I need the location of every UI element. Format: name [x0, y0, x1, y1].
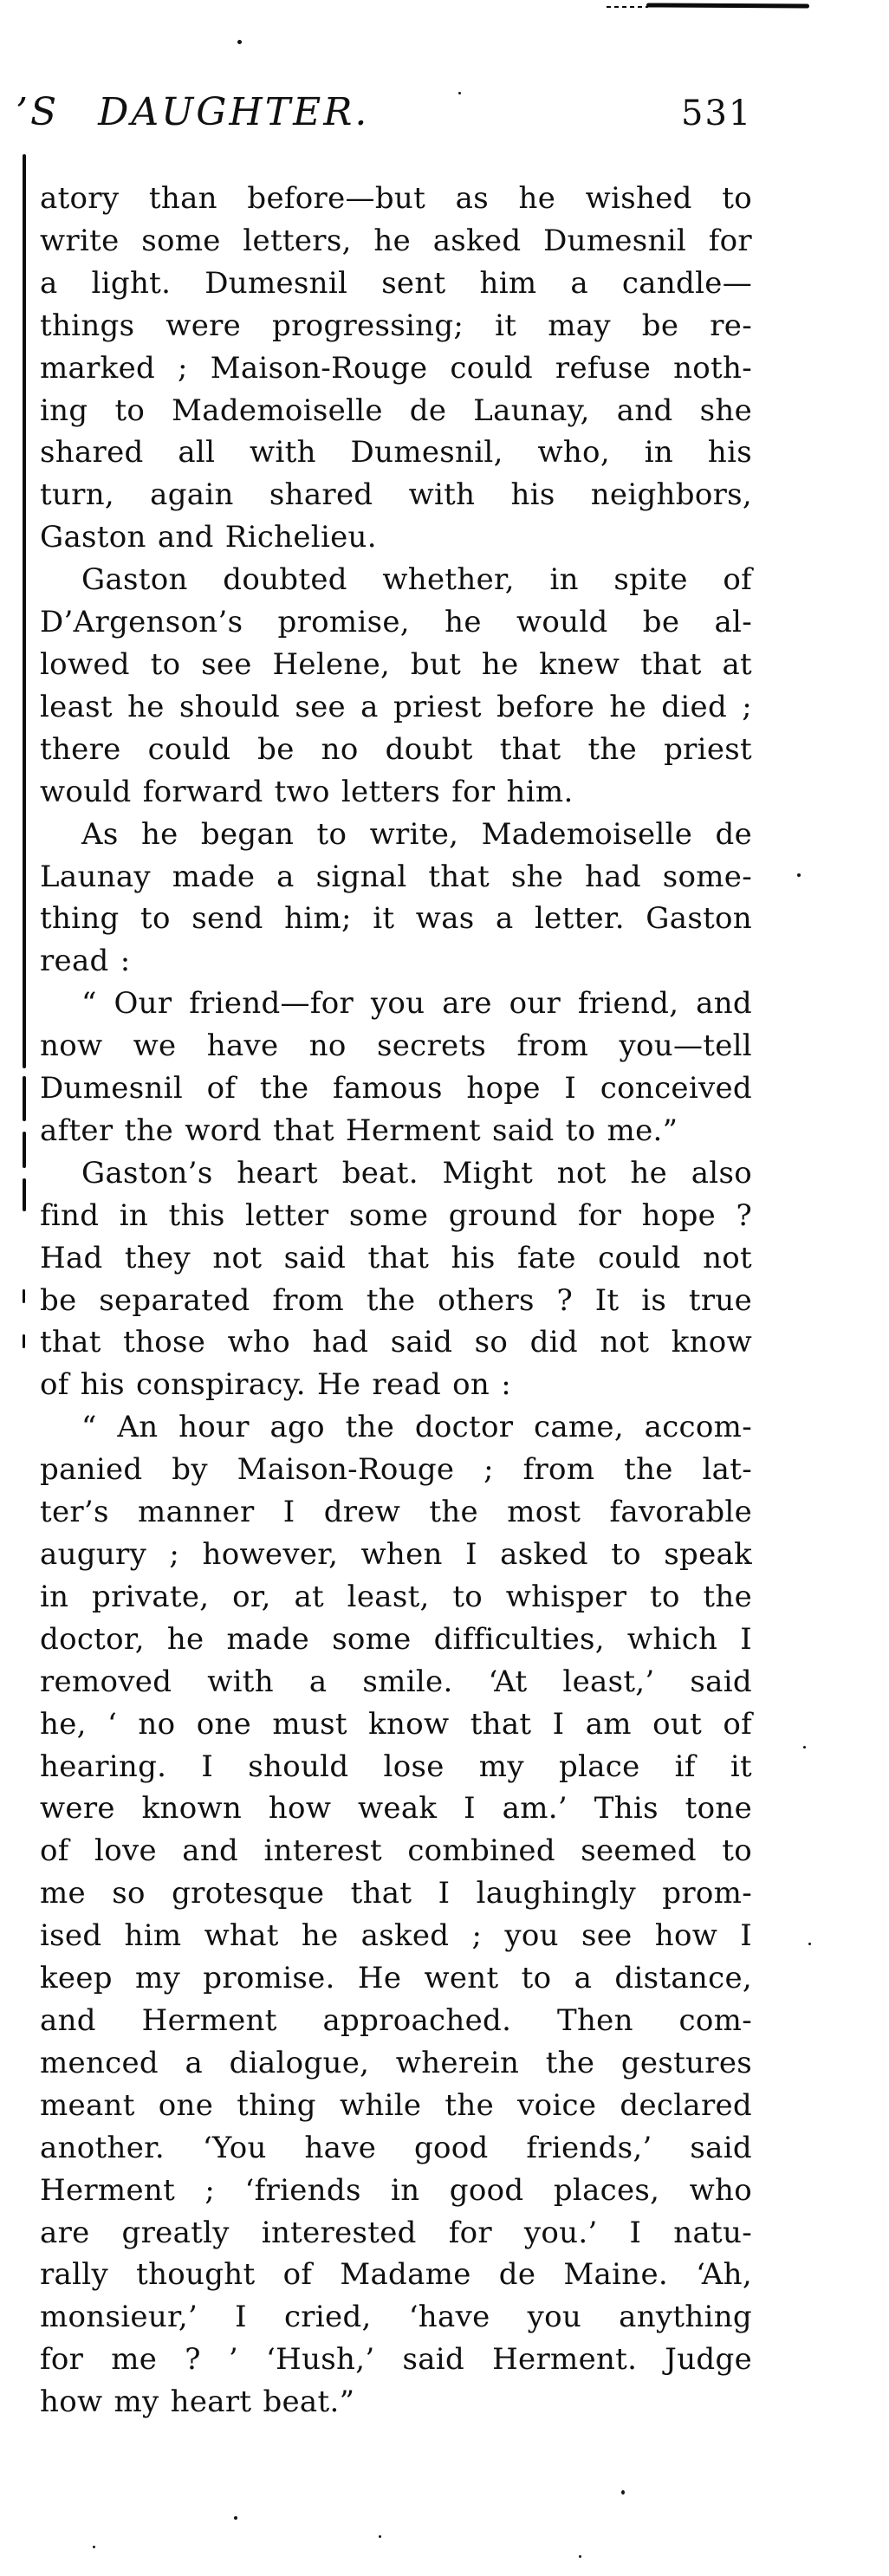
page-text: [40, 178, 752, 2424]
text-line: monsieur,’ I cried, ‘have you anything: [40, 2300, 752, 2335]
text-line: Gaston and Richelieu.: [40, 520, 377, 555]
left-vertical-rule: [23, 1289, 25, 1303]
text-line: there could be no doubt that the priest: [40, 731, 752, 767]
text-line: As he began to write, Mademoiselle de: [81, 816, 752, 852]
text-line: D’Argenson’s promise, he would be al-: [40, 605, 752, 640]
text-line: augury ; however, when I asked to speak: [40, 1537, 752, 1572]
text-line: hearing. I should lose my place if it: [40, 1749, 752, 1784]
scan-speck: [797, 873, 801, 877]
text-line: Gaston’s heart beat. Might not he also: [81, 1155, 752, 1191]
text-line: Dumesnil of the famous hope I conceived: [40, 1071, 752, 1106]
scan-speck: [579, 2555, 581, 2558]
scan-speck: [808, 1943, 811, 1945]
left-vertical-rule: [23, 154, 26, 1068]
text-line: and Herment approached. Then com-: [40, 2002, 752, 2038]
text-line: in private, or, at least, to whisper to the: [40, 1579, 752, 1614]
left-vertical-rule: [23, 1076, 26, 1121]
text-line: Had they not said that his fate could not: [40, 1240, 752, 1275]
text-line: ised him what he asked ; you see how I: [40, 1918, 752, 1954]
running-title: ’S DAUGHTER.: [16, 90, 370, 134]
scan-speck: [803, 1746, 806, 1749]
text-line: ter’s manner I drew the most favorable: [40, 1495, 752, 1530]
text-line: removed with a smile. ‘At least,’ said: [40, 1664, 752, 1699]
text-line: least he should see a priest before he died ;: [40, 689, 752, 724]
text-line: me so grotesque that I laughingly prom-: [40, 1876, 752, 1911]
text-line: shared all with Dumesnil, who, in his: [40, 435, 752, 470]
top-rule: [646, 3, 809, 8]
text-line: meant one thing while the voice declared: [40, 2087, 752, 2123]
text-line: Herment ; ‘friends in good places, who: [40, 2172, 752, 2208]
text-line: would forward two letters for him.: [40, 774, 574, 809]
text-line: doctor, he made some difficulties, which I: [40, 1621, 752, 1657]
text-line: now we have no secrets from you—tell: [40, 1028, 752, 1064]
left-vertical-rule: [23, 1178, 26, 1211]
text-line: he, ‘ no one must know that I am out of: [40, 1706, 752, 1742]
scan-speck: [93, 2546, 95, 2548]
text-line: were known how weak I am.’ This tone: [40, 1791, 752, 1827]
text-line: be separated from the others ? It is true: [40, 1282, 752, 1318]
text-line: of his conspiracy. He read on :: [40, 1367, 511, 1403]
text-line: “ Our friend—for you are our friend, and: [81, 986, 752, 1022]
page-number: 531: [681, 94, 753, 133]
left-vertical-rule: [23, 1132, 26, 1168]
text-line: menced a dialogue, wherein the gestures: [40, 2045, 752, 2080]
scan-speck: [379, 2535, 381, 2538]
text-line: marked ; Maison-Rouge could refuse noth-: [40, 350, 752, 386]
scan-speck: [621, 2490, 625, 2495]
left-vertical-rule: [23, 1334, 25, 1348]
text-line: that those who had said so did not know: [40, 1325, 752, 1360]
text-line: a light. Dumesnil sent him a candle—: [40, 265, 752, 301]
top-rule-dashed-tail: [607, 6, 648, 8]
text-line: keep my promise. He went to a distance,: [40, 1961, 752, 1996]
text-line: for me ? ’ ‘Hush,’ said Herment. Judge: [40, 2342, 752, 2378]
text-line: panied by Maison-Rouge ; from the lat-: [40, 1452, 752, 1488]
text-line: Gaston doubted whether, in spite of: [81, 562, 752, 598]
scan-speck: [237, 40, 242, 44]
text-line: things were progressing; it may be re-: [40, 308, 752, 343]
text-line: ing to Mademoiselle de Launay, and she: [40, 393, 752, 428]
text-line: write some letters, he asked Dumesnil for: [40, 223, 752, 258]
text-line: read :: [40, 944, 131, 979]
text-line: find in this letter some ground for hope ?: [40, 1197, 752, 1233]
text-line: turn, again shared with his neighbors,: [40, 477, 752, 513]
scan-speck: [234, 2516, 237, 2520]
text-line: atory than before—but as he wished to: [40, 181, 752, 216]
text-line: rally thought of Madame de Maine. ‘Ah,: [40, 2257, 752, 2293]
text-line: how my heart beat.”: [40, 2385, 355, 2420]
text-line: thing to send him; it was a letter. Gaston: [40, 901, 752, 937]
text-line: another. ‘You have good friends,’ said: [40, 2130, 752, 2165]
text-line: of love and interest combined seemed to: [40, 1833, 752, 1869]
text-line: Launay made a signal that she had some-: [40, 859, 752, 894]
text-line: “ An hour ago the doctor came, accom-: [81, 1410, 752, 1445]
scan-speck: [458, 92, 461, 94]
text-line: are greatly interested for you.’ I natu-: [40, 2215, 752, 2250]
text-line: lowed to see Helene, but he knew that at: [40, 646, 752, 682]
text-line: after the word that Herment said to me.”: [40, 1113, 678, 1148]
